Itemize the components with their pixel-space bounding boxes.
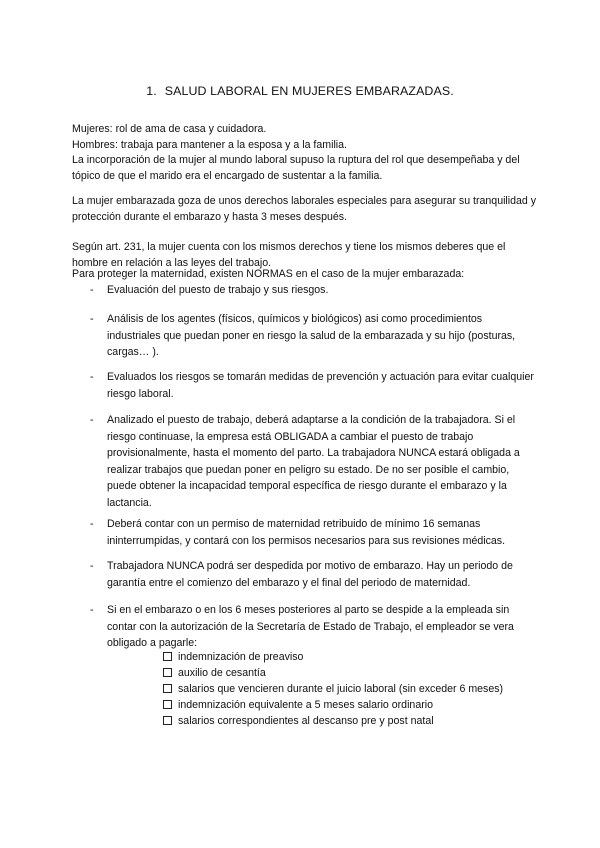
norm-text: Evaluación del puesto de trabajo y sus riesgos. (107, 284, 329, 296)
list-dash: - (90, 604, 94, 616)
norm-text: Evaluados los riesgos se tomarán medidas de prevención y actuación para evitar cualquier riesgo laboral. (107, 371, 534, 400)
list-dash: - (90, 284, 94, 296)
list-dash: - (90, 560, 94, 572)
payment-text: indemnización equivalente a 5 meses salario ordinario (178, 699, 433, 711)
article-paragraph: Según art. 231, la mujer cuenta con los mismos derechos y tiene los mismos deberes que el hombre en relación a las leyes del trabajo. (72, 241, 506, 269)
checkbox-icon (163, 684, 172, 693)
page-title (0, 84, 600, 98)
roles-paragraph (72, 122, 542, 184)
roles-line-men: Hombres: trabaja para mantener a la esposa y a la familia. (72, 138, 347, 151)
list-dash: - (90, 371, 94, 383)
norms-intro: Para proteger la maternidad, existen NORMAS en el caso de la mujer embarazada: (72, 268, 465, 280)
checkbox-icon (163, 652, 172, 661)
payment-text: auxilio de cesantía (178, 667, 266, 679)
roles-line-incorporation: La incorporación de la mujer al mundo laboral supuso la ruptura del rol que desempeñaba y del tópico de que el marido era el encargado de sustentar a la familia. (72, 154, 520, 182)
list-dash: - (90, 313, 94, 325)
payment-item (163, 698, 543, 713)
list-dash: - (90, 414, 94, 426)
payment-item (163, 650, 543, 665)
payment-text: salarios que vencieren durante el juicio laboral (sin exceder 6 meses) (178, 683, 504, 695)
rights-paragraph: La mujer embarazada goza de unos derechos laborales especiales para asegurar su tranquilidad y protección durante el embarazo y hasta 3 meses después. (72, 195, 537, 223)
payment-item (163, 714, 543, 729)
list-dash: - (90, 518, 94, 530)
norm-text: Analizado el puesto de trabajo, deberá adaptarse a la condición de la trabajadora. Si el riesgo continuase, la empresa está OBLIGADA a cambiar el puesto de trabajo provisionalmente, hasta el momento del parto. La trabajadora NUNCA estará obligada a realizar trabajos que puedan poner en peligro su estado. De no ser posible el cambio, puede obtener la incapacidad temporal específica de riesgo durante el embarazo y la lactancia. (107, 414, 520, 509)
norm-text: Si en el embarazo o en los 6 meses posteriores al parto se despide a la empleada sin contar con la autorización de la Secretaría de Estado de Trabajo, el empleador se vera obligado a pagarle: (107, 604, 514, 649)
norm-text: Trabajadora NUNCA podrá ser despedida por motivo de embarazo. Hay un periodo de garantía entre el comienzo del embarazo y el final del periodo de maternidad. (107, 560, 513, 589)
checkbox-icon (163, 716, 172, 725)
payment-text: indemnización de preaviso (178, 651, 304, 663)
checkbox-icon (163, 668, 172, 677)
checkbox-icon (163, 700, 172, 709)
roles-line-women: Mujeres: rol de ama de casa y cuidadora. (72, 123, 267, 135)
norm-text: Análisis de los agentes (físicos, químicos y biológicos) asi como procedimientos industriales que puedan poner en riesgo la salud de la embarazada y su hijo (posturas, cargas… ). (107, 313, 516, 358)
title-text: SALUD LABORAL EN MUJERES EMBARAZADAS. (164, 84, 454, 98)
title-number: 1. (146, 84, 157, 98)
payment-item (163, 666, 543, 681)
payment-item (163, 682, 543, 697)
norm-text: Deberá contar con un permiso de maternidad retribuido de mínimo 16 semanas ininterrumpidas, y contará con los permisos necesarios para sus revisiones médicas. (107, 518, 506, 547)
payment-text: salarios correspondientes al descanso pre y post natal (178, 715, 434, 727)
